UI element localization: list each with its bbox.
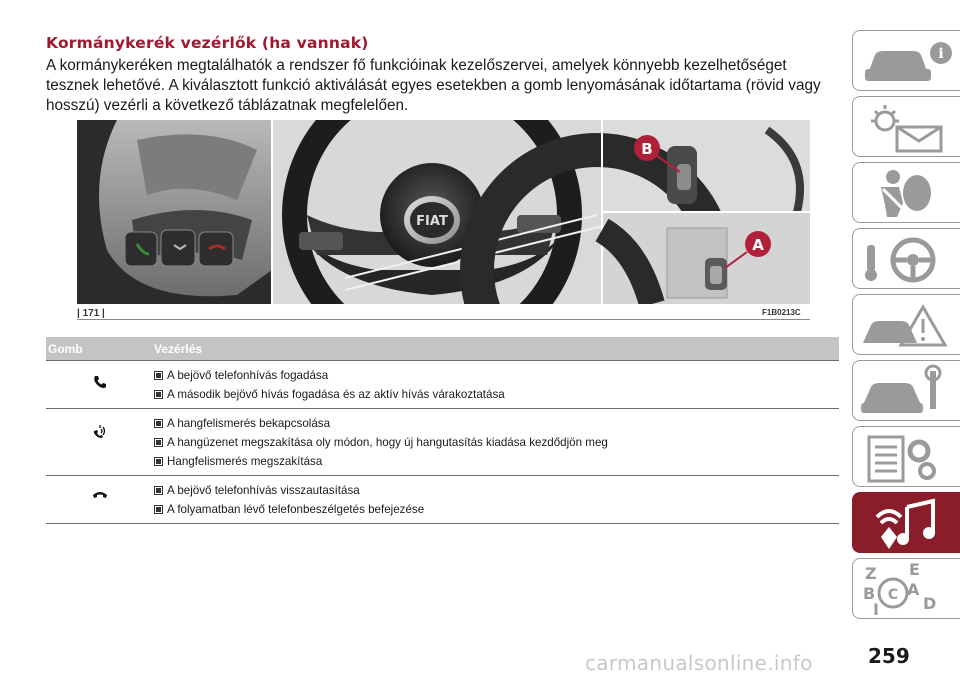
- watermark: carmanualsonline.info: [585, 651, 813, 675]
- header-button: Gomb: [48, 341, 83, 356]
- list-item-text: A folyamatban lévő telefonbeszélgetés befejezése: [167, 503, 425, 516]
- figure-number: | 171 |: [77, 308, 105, 319]
- tab-multimedia[interactable]: [852, 492, 960, 553]
- checkbox-bullet-icon: [154, 505, 163, 514]
- svg-text:A: A: [907, 580, 920, 599]
- svg-text:E: E: [909, 560, 920, 579]
- emergency-icon: [853, 295, 960, 356]
- checkbox-bullet-icon: [154, 419, 163, 428]
- callout-b-label: B: [641, 140, 653, 158]
- figure-divider: [77, 319, 810, 320]
- list-item-text: A hangüzenet megszakítása oly módon, hogy új hangutasítás kiadása kezdődjön meg: [167, 436, 608, 449]
- list-item-text: A bejövő telefonhívás visszautasítása: [167, 484, 360, 497]
- intro-paragraph: A kormánykeréken megtalálhatók a rendszer fő funkcióinak kezelőszervei, amelyek könnyebb kezelhetőséget tesznek lehetővé. A kiválasztott funkció aktiválását egyes esetekben a gomb lenyomásának időtartama (rövid vagy hosszú) vezérli a következő táblázatnak megfelelően.: [46, 57, 821, 114]
- header-control: Vezérlés: [154, 341, 203, 356]
- tab-index[interactable]: [852, 558, 960, 619]
- multimedia-icon: [853, 493, 960, 554]
- figure-number-value: 171: [82, 308, 100, 319]
- svg-text:I: I: [873, 600, 879, 619]
- checkbox-bullet-icon: [154, 371, 163, 380]
- checkbox-bullet-icon: [154, 457, 163, 466]
- svg-text:C: C: [887, 587, 899, 603]
- checkbox-bullet-icon: [154, 390, 163, 399]
- steering-wheel-figure: [77, 120, 810, 304]
- checkbox-bullet-icon: [154, 438, 163, 447]
- list-item-text: A második bejövő hívás fogadása és az aktív hívás várakoztatása: [167, 388, 505, 401]
- table-row: [46, 476, 839, 524]
- table-row: [46, 409, 839, 476]
- svg-text:i: i: [938, 46, 944, 62]
- phone-hangup-icon: [46, 476, 154, 523]
- page-number: 259: [868, 644, 910, 668]
- list-item: [154, 433, 839, 452]
- voice-recognition-icon: [46, 409, 154, 475]
- phone-answer-icon: [46, 361, 154, 408]
- list-item: [154, 385, 839, 404]
- table-header: [46, 337, 839, 360]
- list-item: [154, 500, 839, 519]
- list-item-text: Hangfelismerés megszakítása: [167, 455, 323, 468]
- svg-text:Z: Z: [865, 564, 877, 583]
- tab-maintenance[interactable]: [852, 360, 960, 421]
- list-item-text: A bejövő telefonhívás fogadása: [167, 369, 329, 382]
- section-title: Kormánykerék vezérlők (ha vannak): [46, 34, 369, 52]
- maintenance-icon: [853, 361, 960, 422]
- dashboard-warning-icon: [853, 97, 960, 158]
- tab-safety[interactable]: [852, 162, 960, 223]
- svg-text:D: D: [923, 594, 937, 613]
- technical-data-icon: [853, 427, 960, 488]
- svg-text:B: B: [863, 584, 876, 603]
- tab-emergency[interactable]: [852, 294, 960, 355]
- table-row: [46, 360, 839, 409]
- tab-car-info[interactable]: [852, 30, 960, 91]
- car-info-icon: [853, 31, 960, 92]
- checkbox-bullet-icon: [154, 486, 163, 495]
- fiat-logo-text: FIAT: [416, 214, 448, 229]
- controls-table: [46, 337, 839, 524]
- index-icon: [853, 559, 960, 620]
- safety-airbag-icon: [853, 163, 960, 224]
- figure-code: F1B0213C: [762, 308, 801, 317]
- tab-technical-data[interactable]: [852, 426, 960, 487]
- list-item: [154, 366, 839, 385]
- list-item: [154, 414, 839, 433]
- list-item-text: A hangfelismerés bekapcsolása: [167, 417, 331, 430]
- callout-a-label: A: [752, 236, 764, 254]
- list-item: [154, 452, 839, 471]
- tab-starting[interactable]: [852, 228, 960, 289]
- list-item: [154, 481, 839, 500]
- tab-dashboard[interactable]: [852, 96, 960, 157]
- steering-wheel-illustration: [77, 120, 810, 304]
- starting-driving-icon: [853, 229, 960, 290]
